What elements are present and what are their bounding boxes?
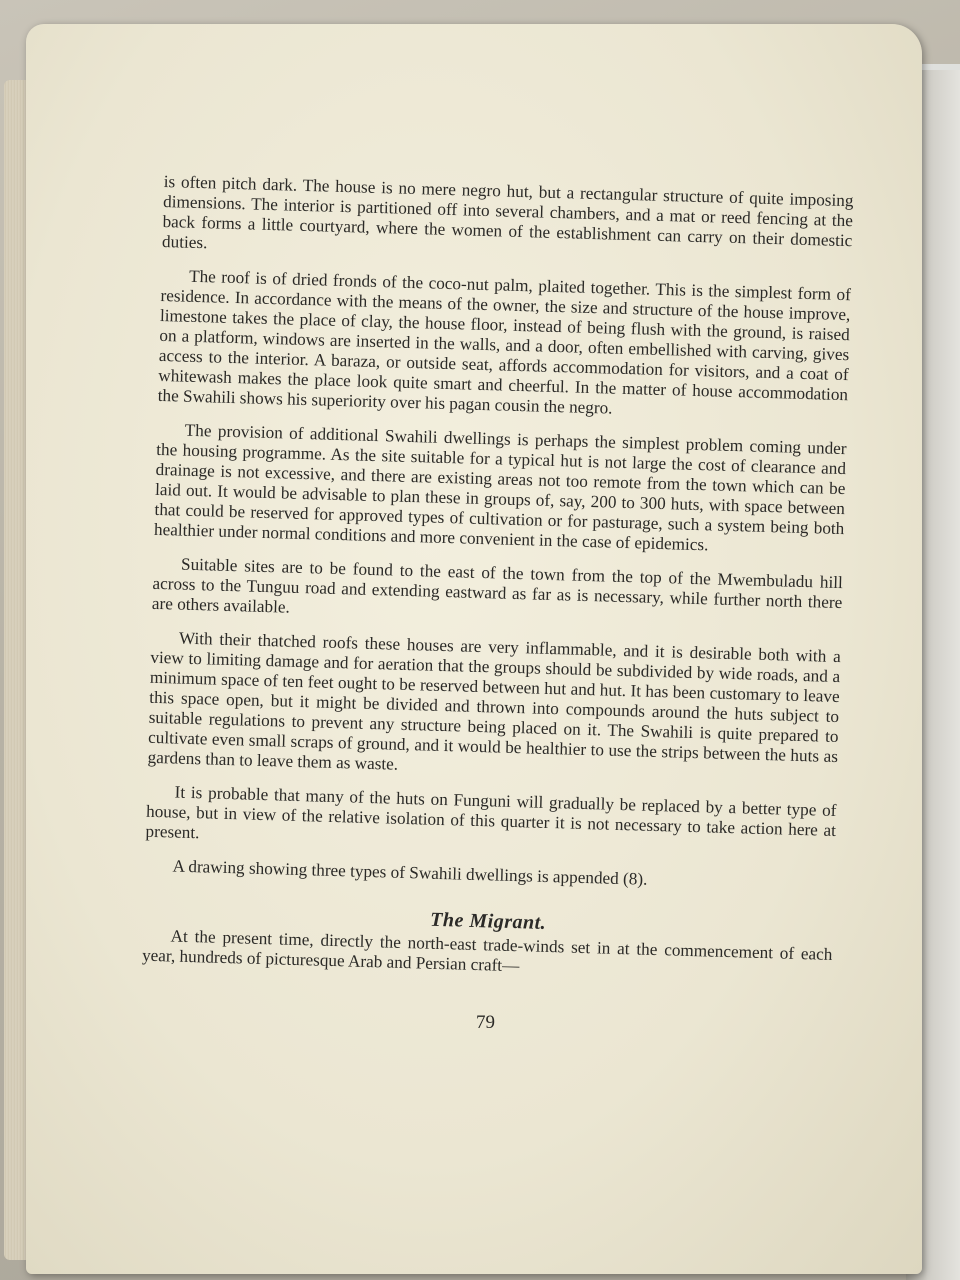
paragraph-5: With their thatched roofs these houses are very inflammable, and it is desirable both with a view to limiting damage and for aeration that the groups should be subdivided by wide roads, and a minimum space of ten feet ought to be reserved between hut and hut. It has been customary to leave this space open, but it might be divided and thrown into compounds around the huts subject to suitable regulations to prevent any structure being placed on it. The Swahili is quite prepared to cultivate even small scraps of ground, and it would be healthier to use the strips between the huts as gardens than to leave them as waste. xyxy=(147,628,841,774)
paragraph-3: The provision of additional Swahili dwellings is perhaps the simplest problem coming under the housing programme. As the site suitable for a typical hut is not large the cost of clearance and drainage is not excessive, and there are existing areas not too remote from the town which can be laid out. It would be advisable to plan these in groups of, say, 200 to 300 huts, with space between that could be reserved for approved types of cultivation or for pasturage, such a system being both healthier under normal conditions and more convenient in the case of epidemics. xyxy=(153,420,847,555)
paragraph-final: At the present time, directly the north-east trade-winds set in at the commencement of each year, hundreds of picturesque Arab and Persian craft— xyxy=(141,926,833,976)
page-text xyxy=(141,172,853,999)
paragraph-7: A drawing showing three types of Swahili dwellings is appended (8). xyxy=(172,856,648,889)
page-number: 79 xyxy=(476,1012,495,1033)
paragraph-1: is often pitch dark. The house is no mere negro hut, but a rectangular structure of quite imposing dimensions. The interior is partitioned off into several chambers, and a mat or reed fencing at the back forms a little courtyard, where the women of the establishment can carry on their domestic duties. xyxy=(161,172,854,253)
paragraph-2: The roof is of dried fronds of the coco-nut palm, plaited together. This is the simplest form of residence. In accordance with the means of the owner, the size and structure of the house improve, limestone takes the place of clay, the house floor, instead of being flush with the ground, is raised on a platform, windows are inserted in the walls, and a door, often embellished with carving, gives access to the interior. A baraza, or outside seat, affords accommodation for visitors, and a coat of whitewash makes the place look quite smart and cheerful. In the matter of house accommodation the Swahili shows his superiority over his pagan cousin the negro. xyxy=(157,266,852,418)
paragraph-6: It is probable that many of the huts on Funguni will gradually be replaced by a better type of house, but in view of the relative isolation of this quarter it is not necessary to take action here at present. xyxy=(145,782,837,843)
section-heading: The Migrant. xyxy=(429,908,547,934)
paragraph-4: Suitable sites are to be found to the east of the town from the top of the Mwembuladu hill across to the Tunguu road and extending eastward as far as is necessary, while further north there are others available. xyxy=(151,554,844,617)
